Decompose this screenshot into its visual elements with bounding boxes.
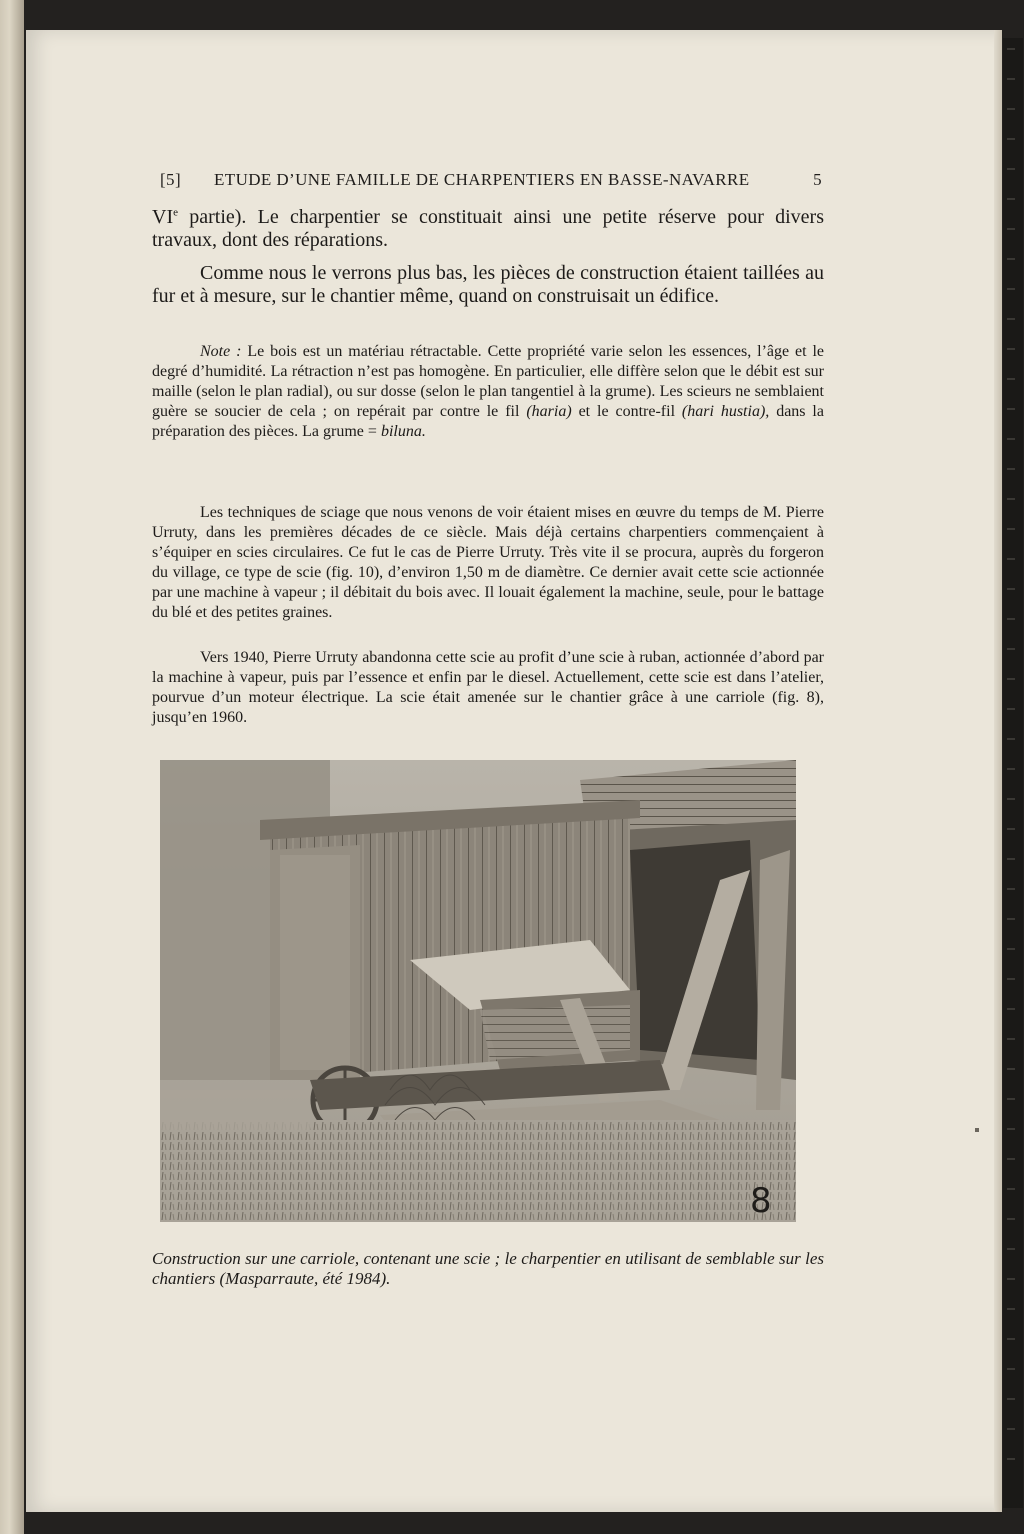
ruler-tick [1007,258,1015,260]
ruler-tick [1007,1098,1015,1100]
ruler-tick [1007,1158,1015,1160]
ruler-tick [1007,1188,1015,1190]
ruler-tick [1007,738,1015,740]
ruler-tick [1007,618,1015,620]
ruler-tick [1007,1248,1015,1250]
ruler-tick [1007,858,1015,860]
ruler-tick [1007,828,1015,830]
figure-number: 8 [750,1181,772,1221]
running-header [160,170,830,194]
ruler-tick [1007,1338,1015,1340]
ruler-tick [1007,498,1015,500]
ruler-tick [1007,408,1015,410]
ruler-tick [1007,1218,1015,1220]
ruler-tick [1007,798,1015,800]
scan-ruler [1003,38,1023,1508]
ruler-tick [1007,168,1015,170]
ruler-tick [1007,888,1015,890]
paragraph-4: Vers 1940, Pierre Urruty abandonna cette scie au profit d’une scie à ruban, actionnée d’abord par la machine à vapeur, puis par l’essence et enfin par le diesel. Actuellement, cette scie est dans l’atelier, pourvue d’un moteur électrique. La scie était amenée sur le chantier grâce à une carriole (fig. 8), jusqu’en 1960. [152,649,824,726]
ruler-tick [1007,138,1015,140]
ruler-tick [1007,648,1015,650]
ruler-tick [1007,348,1015,350]
ruler-tick [1007,588,1015,590]
ruler-tick [1007,438,1015,440]
note-paragraph [152,342,824,442]
ruler-tick [1007,1038,1015,1040]
ruler-tick [1007,1398,1015,1400]
ruler-tick [1007,1068,1015,1070]
ruler-tick [1007,378,1015,380]
note-term-hari-hustia: (hari hustia), [681,403,770,420]
p1-text-b: partie). Le charpentier se constituait ainsi une petite réserve pour divers travaux, dont des réparations. [152,206,824,251]
ruler-tick [1007,948,1015,950]
page-number: 5 [813,170,822,189]
note-term-biluna: biluna. [380,423,426,440]
figure-caption: Construction sur une carriole, contenant une scie ; le charpentier en utilisant de semblable sur les chantiers (Masparraute, été 1984). [152,1249,824,1288]
paragraph-1 [152,206,824,252]
photo-illustration [160,760,796,1222]
ruler-tick [1007,678,1015,680]
ruler-tick [1007,558,1015,560]
note-label: Note : [200,343,242,360]
p1-superscript: e [173,206,178,219]
page-edge-shadow [994,30,1002,1512]
ruler-tick [1007,708,1015,710]
ruler-tick [1007,1278,1015,1280]
ruler-tick [1007,768,1015,770]
ruler-tick [1007,108,1015,110]
ruler-tick [1007,198,1015,200]
ruler-tick [1007,978,1015,980]
facing-page-edge [0,0,24,1534]
figure-photo-carriole [160,760,796,1222]
ruler-tick [1007,1368,1015,1370]
ruler-tick [1007,1008,1015,1010]
paragraph-3: Les techniques de sciage que nous venons de voir étaient mises en œuvre du temps de M. Pierre Urruty, dans les premières décades de ce siècle. Mais déjà certains charpentiers commençaient à s’équiper en scies circulaires. Ce fut le cas de Pierre Urruty. Très vite il se procura, auprès du forgeron du village, ce type de scie (fig. 10), d’environ 1,50 m de diamètre. Ce dernier avait cette scie actionnée par une machine à vapeur ; il débitait du bois avec. Il louait également la machine, seule, pour le battage du blé et des petites graines. [152,504,824,621]
ruler-tick [1007,1308,1015,1310]
p1-text-a: VI [152,206,174,228]
note-term-haria: (haria) [526,403,572,420]
ruler-tick [1007,1458,1015,1460]
ruler-tick [1007,528,1015,530]
note-text-b: et le contre-fil [571,403,682,420]
note-text-c: dans la préparation des pièces. La grume = [152,403,824,440]
ruler-tick [1007,1428,1015,1430]
running-title: ETUDE D’UNE FAMILLE DE CHARPENTIERS EN BASSE-NAVARRE [214,170,750,189]
ruler-tick [1007,288,1015,290]
ruler-tick [1007,1128,1015,1130]
ruler-tick [1007,78,1015,80]
paragraph-2: Comme nous le verrons plus bas, les pièces de construction étaient taillées au fur et à mesure, sur le chantier même, quand on construisait un édifice. [152,262,824,307]
ruler-tick [1007,228,1015,230]
ruler-tick [1007,48,1015,50]
chapter-ref: [5] [160,170,182,189]
ruler-tick [1007,468,1015,470]
margin-speck [975,1128,979,1132]
note-text-a: Le bois est un matériau rétractable. Cette propriété varie selon les essences, l’âge et le degré d’humidité. La rétraction n’est pas homogène. En particulier, elle diffère selon que le débit est sur maille (selon le plan radial), ou sur dosse (selon le plan tangentiel à la grume). Les scieurs ne semblaient guère se soucier de cela ; on repérait par contre le fil [152,343,825,420]
ruler-tick [1007,918,1015,920]
ruler-tick [1007,318,1015,320]
